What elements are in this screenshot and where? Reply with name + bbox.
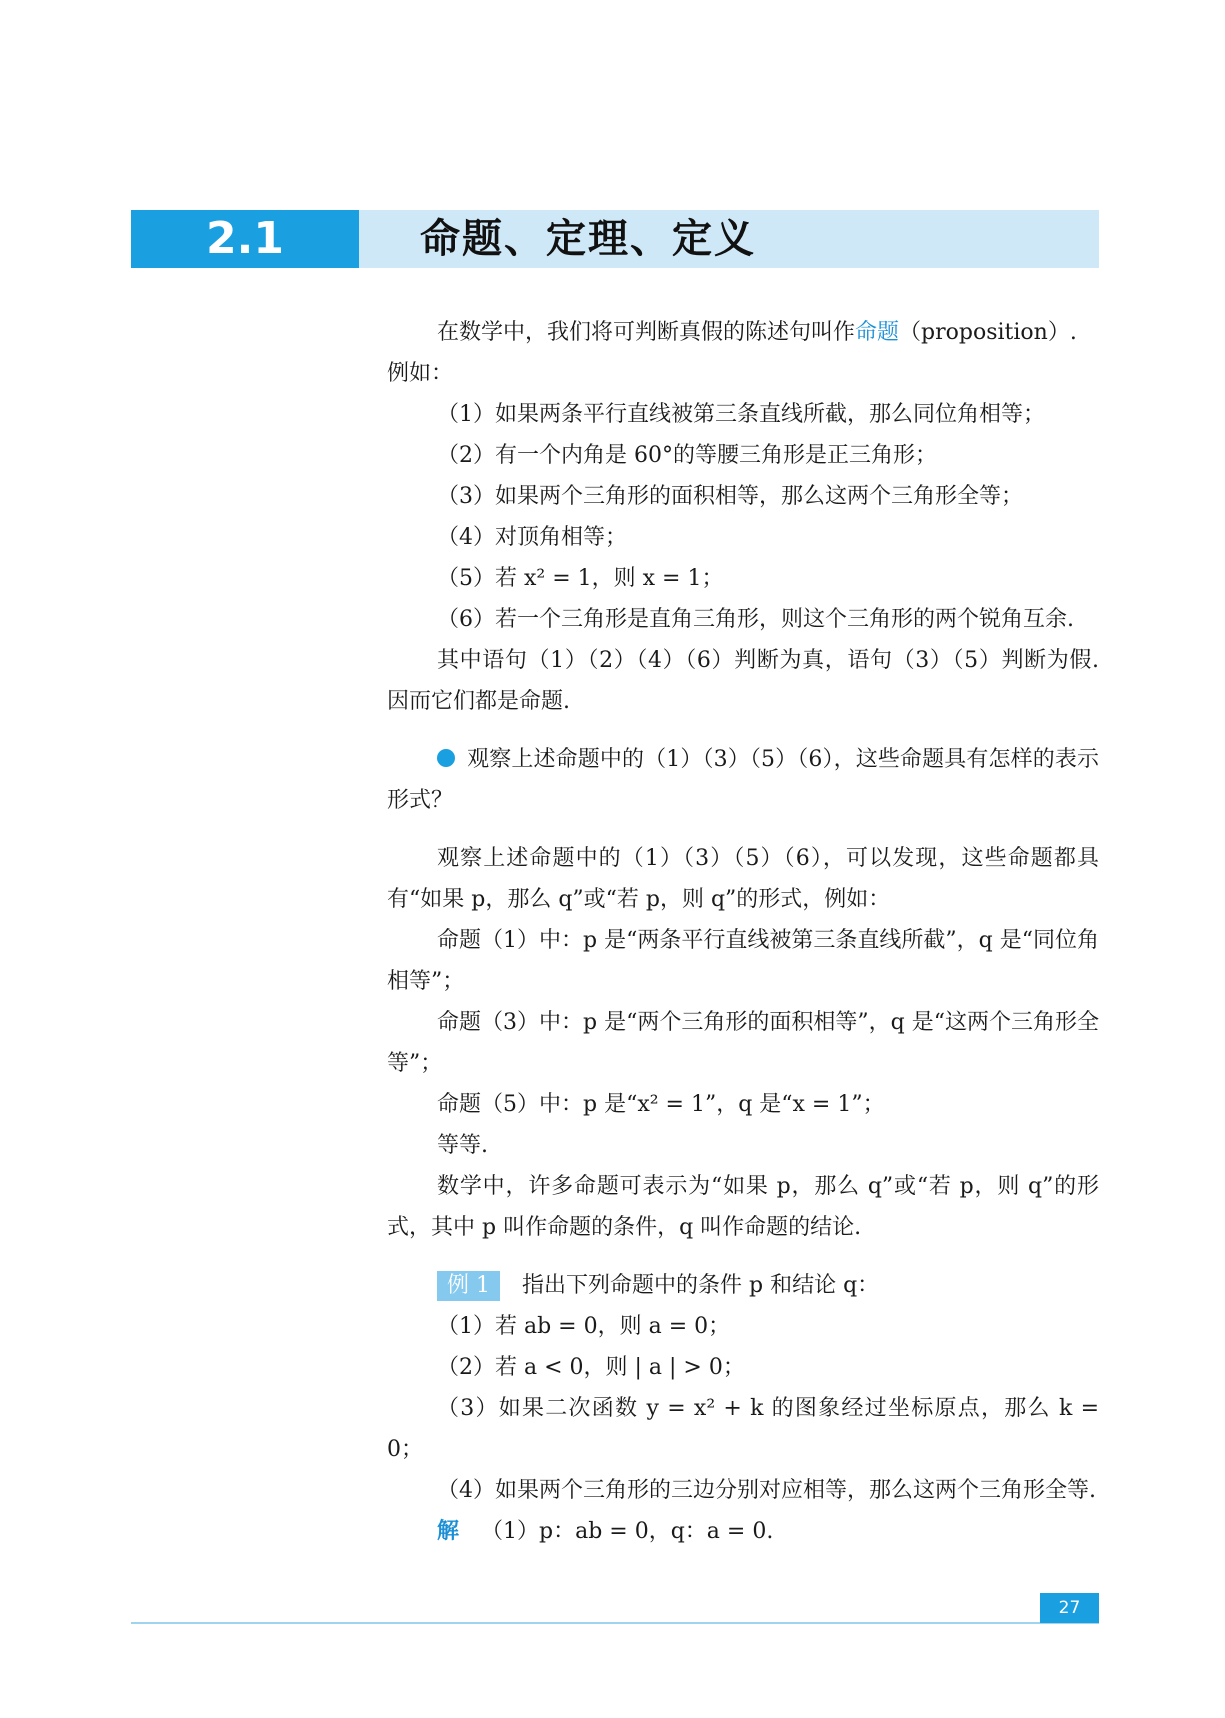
example1-item: （4）如果两个三角形的三边分别对应相等，那么这两个三角形全等. <box>437 1478 1096 1503</box>
example1-item: （3）如果二次函数 y = x² + k 的图象经过坐标原点，那么 k = 0； <box>387 1396 1099 1462</box>
bullet-dot-icon <box>437 749 455 767</box>
example-item: （2）有一个内角是 60°的等腰三角形是正三角形； <box>437 443 937 468</box>
intro-text-after: （proposition）. <box>899 320 1077 345</box>
page-number: 27 <box>1040 1593 1099 1623</box>
judgement-paragraph: 其中语句（1）（2）（4）（6）判断为真，语句（3）（5）判断为假.因而它们都是命题. <box>387 648 1099 714</box>
example-item: （6）若一个三角形是直角三角形，则这个三角形的两个锐角互余. <box>437 607 1074 632</box>
section-title: 命题、定理、定义 <box>420 215 756 262</box>
observation-paragraph: 观察上述命题中的（1）（3）（5）（6），可以发现，这些命题都具有“如果 p，那么 q”或“若 p，则 q”的形式，例如： <box>387 846 1099 912</box>
example-prompt: 指出下列命题中的条件 p 和结论 q： <box>522 1273 880 1298</box>
breakdown-item: 命题（5）中：p 是“x² = 1”，q 是“x = 1”； <box>437 1092 885 1117</box>
example1-heading <box>387 1265 1099 1306</box>
question-paragraph <box>387 739 1099 821</box>
solution-line <box>387 1511 1099 1552</box>
conclusion-paragraph: 数学中，许多命题可表示为“如果 p，那么 q”或“若 p，则 q”的形式，其中 p 叫作命题的条件，q 叫作命题的结论. <box>387 1174 1099 1240</box>
example-item: （5）若 x² = 1，则 x = 1； <box>437 566 724 591</box>
example1-item: （2）若 a < 0，则 | a | > 0； <box>437 1355 745 1380</box>
example-item: （4）对顶角相等； <box>437 525 627 550</box>
example-item: （3）如果两个三角形的面积相等，那么这两个三角形全等； <box>437 484 1023 509</box>
solution-text: （1）p：ab = 0，q：a = 0. <box>481 1519 774 1544</box>
question-text: 观察上述命题中的（1）（3）（5）（6），这些命题具有怎样的表示形式？ <box>387 747 1099 813</box>
main-content <box>387 312 1099 1552</box>
section-number: 2.1 <box>131 210 359 268</box>
intro-paragraph <box>387 312 1099 353</box>
intro-line-2: 例如： <box>387 361 454 386</box>
footer-line <box>131 1622 1099 1624</box>
example-label: 例 1 <box>437 1271 500 1301</box>
intro-text: 在数学中，我们将可判断真假的陈述句叫作 <box>437 320 856 345</box>
example-item: （1）如果两条平行直线被第三条直线所截，那么同位角相等； <box>437 402 1045 427</box>
solution-label: 解 <box>437 1518 460 1544</box>
term-proposition: 命题 <box>855 320 900 345</box>
example1-item: （1）若 ab = 0，则 a = 0； <box>437 1314 731 1339</box>
breakdown-item: 命题（1）中：p 是“两条平行直线被第三条直线所截”，q 是“同位角相等”； <box>387 928 1099 994</box>
breakdown-item: 等等. <box>437 1133 488 1158</box>
breakdown-item: 命题（3）中：p 是“两个三角形的面积相等”，q 是“这两个三角形全等”； <box>387 1010 1099 1076</box>
